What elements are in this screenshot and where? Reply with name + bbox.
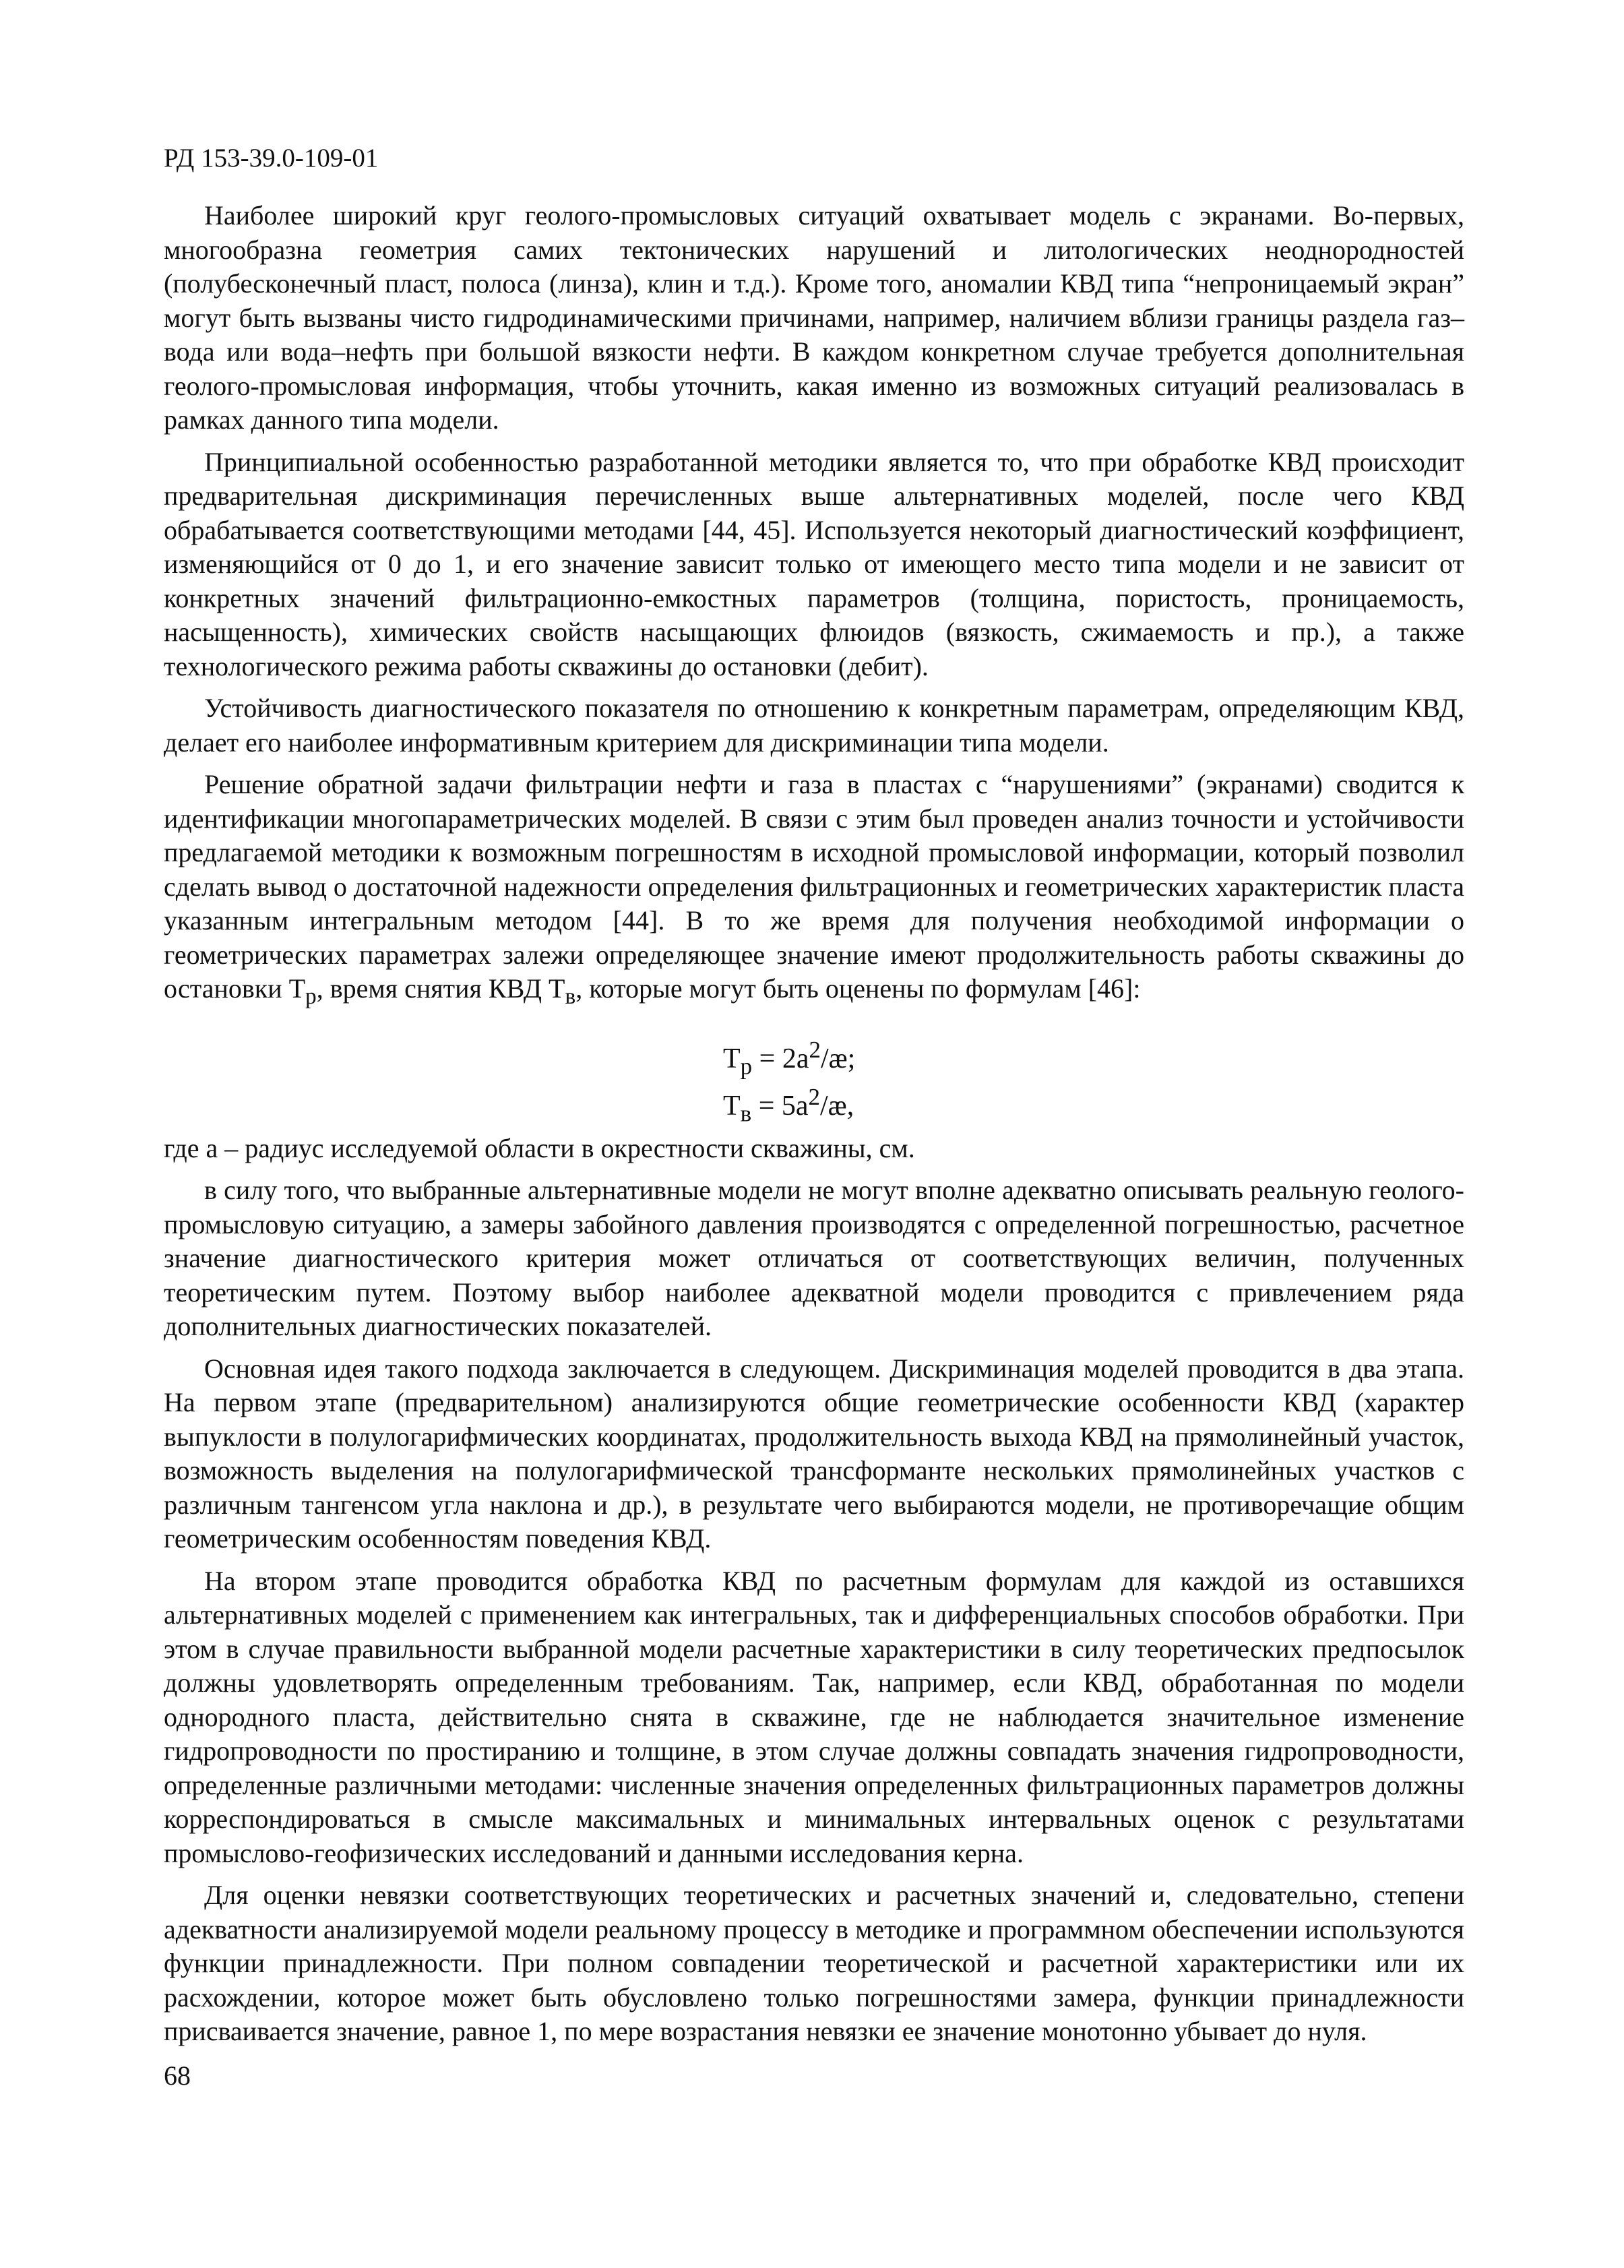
formula-tp-sup: 2 [809,1036,821,1063]
paragraph-4 [164,768,1464,1014]
subscript-v: в [565,984,576,1009]
formula-tp-sub: р [740,1052,753,1079]
formula-tp-rhs: /æ; [820,1043,856,1074]
paragraph-3: Устойчивость диагностического показателя по отношению к конкретным параметрам, определяющим КВД, делает его наиболее информативным критерием для дискриминации типа модели. [164,693,1464,758]
paragraph-5: в силу того, что выбранные альтернативные модели не могут вполне адекватно описывать реальную геолого-промысловую ситуацию, а замеры забойного давления производятся с определенной погрешностью, расчетное значение диагностического критерия может отличаться от соответствующих величин, полученных теоретическим путем. Поэтому выбор наиболее адекватной модели проводится с привлечением ряда дополнительных диагностических показателей. [164,1175,1464,1341]
formula-tv [164,1074,1464,1126]
paragraph-4-end: , которые могут быть оценены по формулам [46]: [575,973,1141,1004]
subscript-p: р [305,984,317,1009]
paragraph-7: На втором этапе проводится обработка КВД по расчетным формулам для каждой из оставшихся альтернативных моделей с применением как интегральных, так и дифференциальных способов обработки. При этом в случае правильности выбранной модели расчетные характеристики в силу теоретических предпосылок должны удовлетворять определенным требованиям. Так, например, если КВД, обработанная по модели однородного пласта, действительно снята в скважине, где не наблюдается значительное изменение гидропроводности по простиранию и толщине, в этом случае должны совпадать значения гидропроводности, определенные различными методами: численные значения определенных фильтрационных параметров должны корреспондироваться в смысле максимальных и минимальных интервальных оценок с результатами промыслово-геофизических исследований и данными исследования керна. [164,1565,1464,1868]
formula-tp [164,1026,1464,1079]
page-number: 68 [164,2060,191,2091]
formula-tv-lhs: Т [723,1090,741,1122]
document-code-header: РД 153-39.0-109-01 [164,144,379,173]
paragraph-2: Принципиальной особенностью разработанной методики является то, что при обработке КВД происходит предварительная дискриминация перечисленных выше альтернативных моделей, после чего КВД обрабатывается соответствующими методами [44, 45]. Используется некоторый диагностический коэффициент, изменяющийся от 0 до 1, и его значение зависит только от имеющего место типа модели и не зависит от конкретных значений фильтрационно-емкостных параметров (толщина, пористость, проницаемость, насыщенность), химических свойств насыщающих флюидов (вязкость, сжимаемость и пр.), а также технологического режима работы скважины до остановки (дебит). [164,446,1464,681]
formula-block [164,1026,1464,1126]
formula-tp-lhs: Т [723,1043,741,1074]
where-line: где а – радиус исследуемой области в окрестности скважины, см. [164,1132,915,1163]
paragraph-4-mid: , время снятия КВД Т [316,973,565,1004]
formula-tv-sup: 2 [808,1083,821,1110]
paragraph-6: Основная идея такого подхода заключается в следующем. Дискриминация моделей проводится в два этапа. На первом этапе (предварительном) анализируются общие геометрические особенности КВД (характер выпуклости в полулогарифмических координатах, продолжительность выхода КВД на прямолинейный участок, возможность выделения на полулогарифмической трансформанте нескольких прямолинейных участков с различным тангенсом угла наклона и др.), в результате чего выбираются модели, не противоречащие общим геометрическим особенностям поведения КВД. [164,1353,1464,1554]
formula-tp-eq: = 2a [752,1043,809,1074]
formula-tv-rhs: /æ, [820,1090,854,1122]
paragraph-8: Для оценки невязки соответствующих теоретических и расчетных значений и, следовательно, степени адекватности анализируемой модели реальному процессу в методике и программном обеспечении используются функции принадлежности. При полном совпадении теоретической и расчетной характеристики или их расхождении, которое может быть обусловлено только погрешностями замера, функции принадлежности присваивается значение, равное 1, по мере возрастания невязки ее значение монотонно убывает до нуля. [164,1880,1464,2046]
paragraph-1: Наиболее широкий круг геолого-промысловых ситуаций охватывает модель с экранами. Во-первых, многообразна геометрия самих тектонических нарушений и литологических неоднородностей (полубесконечный пласт, полоса (линза), клин и т.д.). Кроме того, аномалии КВД типа “непроницаемый экран” могут быть вызваны чисто гидродинамическими причинами, например, наличием вблизи границы раздела газ–вода или вода–нефть при большой вязкости нефти. В каждом конкретном случае требуется дополнительная геолого-промысловая информация, чтобы уточнить, какая именно из возможных ситуаций реализовалась в рамках данного типа модели. [164,200,1464,435]
paragraph-4-text: Решение обратной задачи фильтрации нефти и газа в пластах с “нарушениями” (экранами) сводится к идентификации многопараметрических моделей. В связи с этим был проведен анализ точности и устойчивости предлагаемой методики к возможным погрешностям в исходной промысловой информации, который позволил сделать вывод о достаточной надежности определения фильтрационных и геометрических характеристик пласта указанным интегральным методом [44]. В то же время для получения необходимой информации о геометрических параметрах залежи определяющее значение имеют продолжительность работы скважины до остановки Т [164,769,1464,1004]
body-text [164,199,1464,2057]
formula-tv-sub: в [740,1099,752,1126]
formula-tv-eq: = 5a [751,1090,809,1122]
